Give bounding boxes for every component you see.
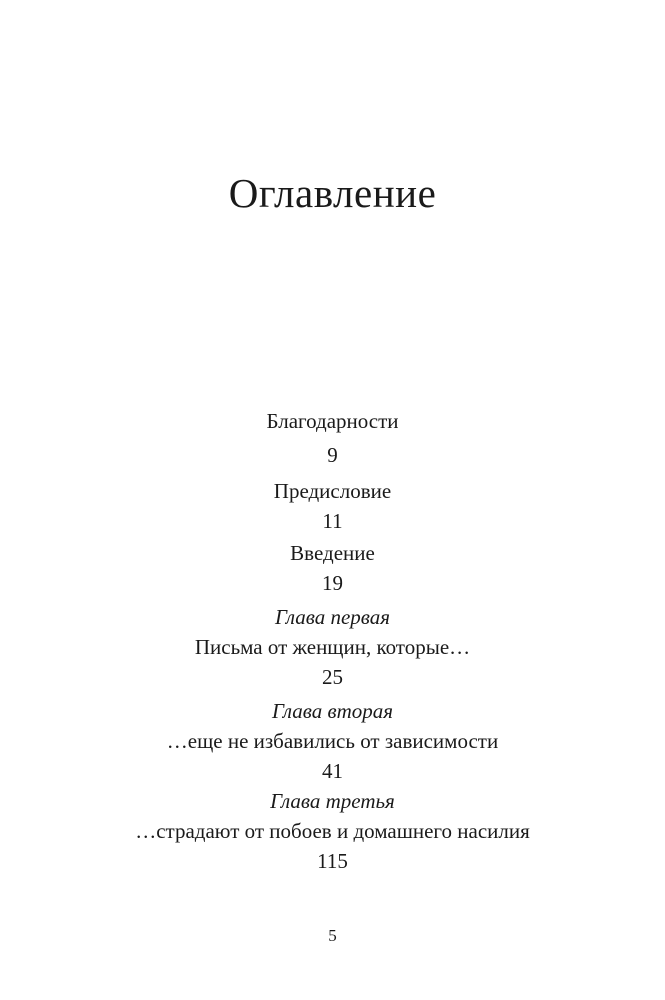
toc-entry-introduction <box>0 538 665 598</box>
toc-chapter-label: Глава третья <box>270 789 395 813</box>
toc-entry-page: 19 <box>322 571 343 595</box>
toc-entry-chapter-3 <box>0 786 665 876</box>
toc-entry-page: 9 <box>327 443 338 467</box>
page-number: 5 <box>328 926 337 945</box>
toc-entry-foreword <box>0 476 665 536</box>
toc-entry-title: …страдают от побоев и домашнего насилия <box>135 819 530 843</box>
toc-entry-page: 11 <box>322 509 343 533</box>
toc-entry-page: 25 <box>322 665 343 689</box>
page-title: Оглавление <box>228 170 437 216</box>
toc-entry-chapter-1 <box>0 602 665 692</box>
toc-entry-chapter-2 <box>0 696 665 786</box>
toc-chapter-label: Глава первая <box>274 605 391 629</box>
toc-entry-title: Введение <box>290 541 375 565</box>
toc-chapter-label: Глава вторая <box>271 699 393 723</box>
toc-entry-title: …еще не избавились от зависимости <box>166 729 499 753</box>
toc-entry-acknowledgements <box>0 406 665 470</box>
toc-entry-title: Письма от женщин, которые… <box>194 635 471 659</box>
toc-entry-title: Благодарности <box>266 409 399 433</box>
toc-entry-page: 115 <box>317 849 348 873</box>
toc-entry-title: Предисловие <box>273 479 392 503</box>
toc-entry-page: 41 <box>322 759 343 783</box>
